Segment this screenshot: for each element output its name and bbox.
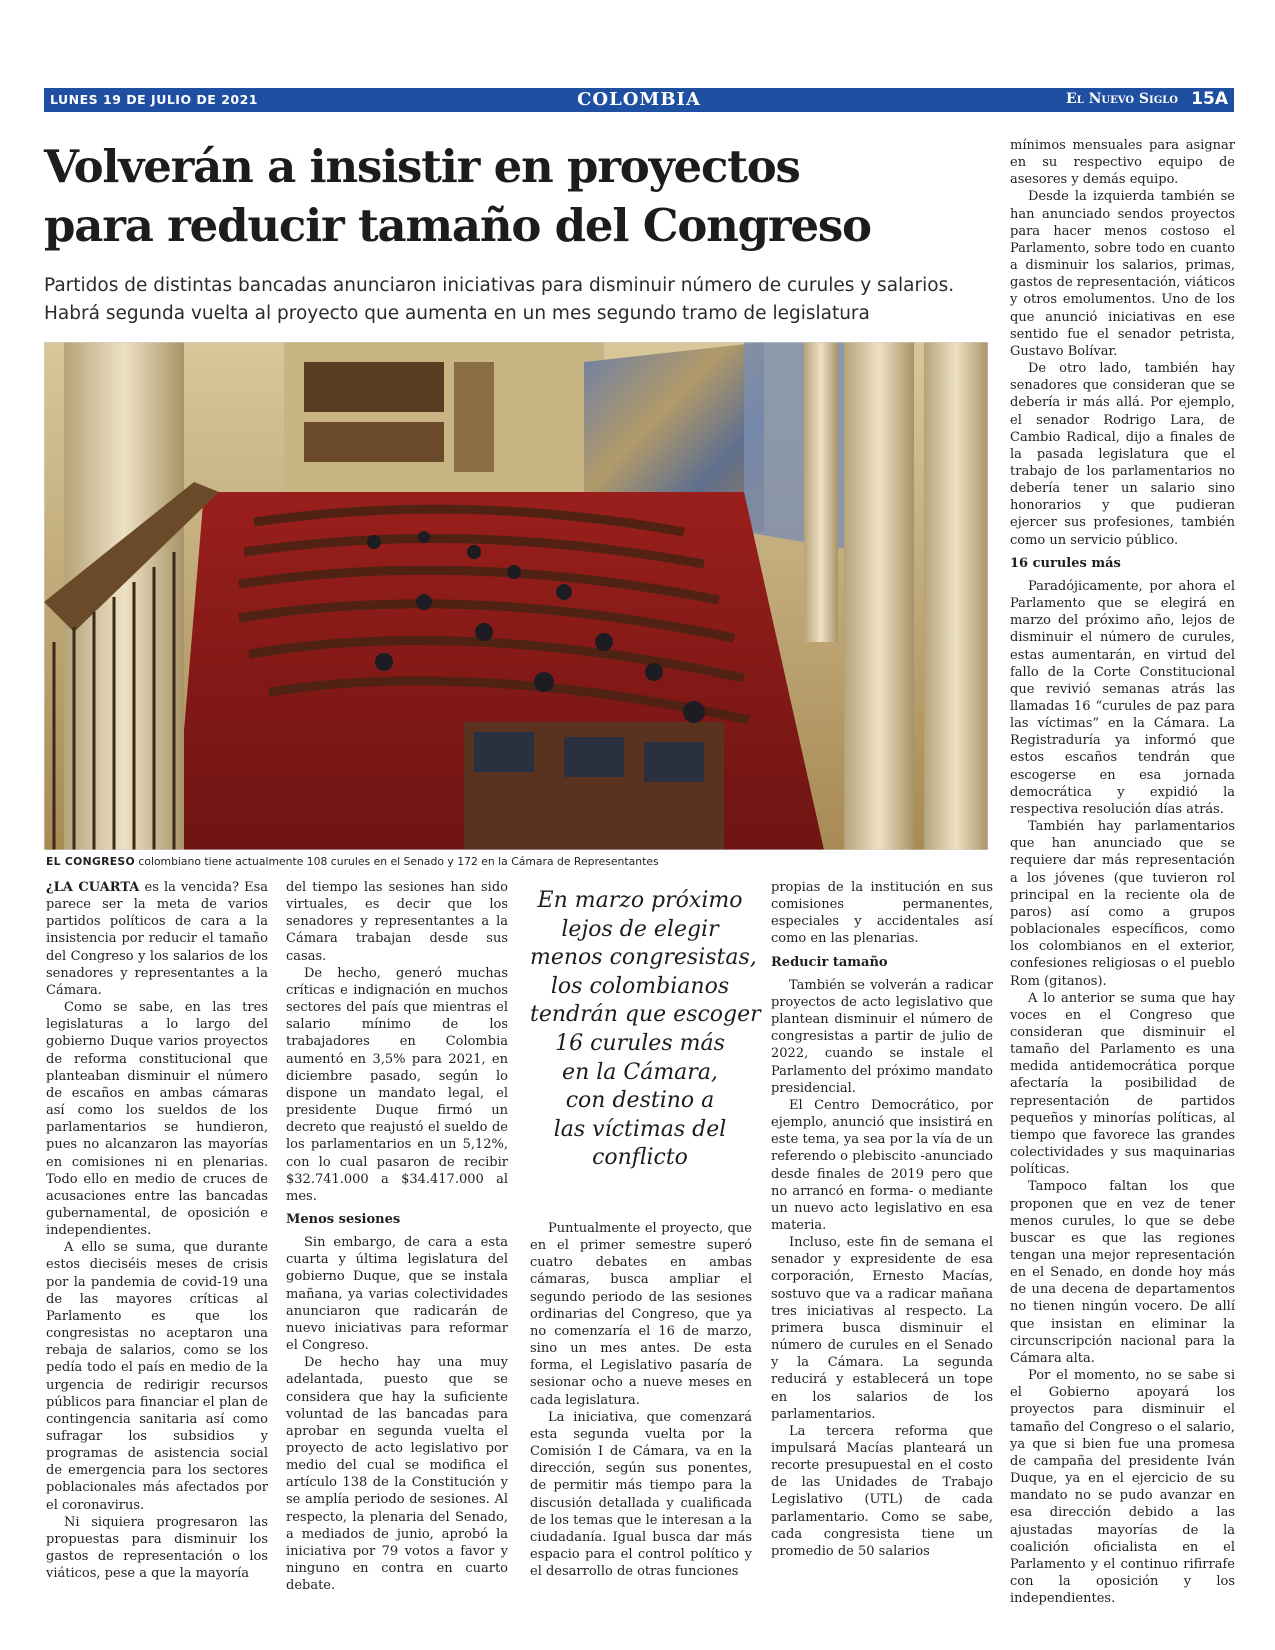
subheading: 16 curules más bbox=[1010, 555, 1121, 571]
page-header-bar bbox=[44, 88, 1234, 112]
article-kicker: ¿LA CUARTA bbox=[46, 880, 140, 895]
paragraph: El Centro Democrático, por ejemplo, anunció que insistirá en este tema, ya sea por la vía de un referendo o plebiscito -anunciado desde finales de 2019 pero que no arrancó en forma- o mediante un nuevo acto legislativo en esa materia. bbox=[771, 1097, 993, 1233]
subheading: Reducir tamaño bbox=[771, 954, 888, 970]
paragraph: De hecho hay una muy adelantada, puesto que se considera que hay la suficiente voluntad de las bancadas para aprobar en segunda vuelta el proyecto de acto legislativo por medio del cual se modifica el artículo 138 de la Constitución y se amplía periodo de sesiones. Al respecto, la plenaria del Senado, a mediados de junio, aprobó la iniciativa por 79 votos a favor y ninguno en contra en cuarto debate. bbox=[286, 1355, 508, 1594]
paragraph: También hay parlamentarios que han anunciado que se requiere dar más representación a los jóvenes (que tuvieron rol principal en la reciente ola de paros) así como a grupos poblacionales específicos, como los colombianos en el exterior, confesiones religiosas o el pueblo Rom (gitanos). bbox=[1010, 819, 1235, 989]
pull-quote-line: menos congresistas, bbox=[530, 945, 757, 971]
headline-line: para reducir tamaño del Congreso bbox=[44, 199, 871, 252]
article-column-4 bbox=[771, 879, 993, 1560]
page-number: 15A bbox=[1191, 89, 1228, 109]
pull-quote-line: con destino a bbox=[565, 1088, 715, 1114]
paragraph: Sin embargo, de cara a esta cuarta y última legislatura del gobierno Duque, que se instala mañana, ya varias colectividades anunciaron que radicarán de nuevo iniciativas para reformar el Congreso. bbox=[286, 1235, 508, 1354]
pull-quote-line: 16 curules más bbox=[555, 1030, 725, 1056]
paragraph: De hecho, generó muchas críticas e indignación en muchos sectores del país que mientras el salario mínimo de los trabajadores en Colombia aumentó en 3,5% para 2021, en diciembre pasado, según lo dispone un mandato legal, el presidente Duque firmó un decreto que reajustó el sueldo de los parlamentarios en un 5,12%, con lo cual pasaron de recibir $32.741.000 a $34.417.000 al mes. bbox=[286, 965, 508, 1204]
pull-quote-line: lejos de elegir bbox=[561, 916, 719, 942]
paragraph: del tiempo las sesiones han sido virtuales, es decir que los senadores y representantes a la Cámara trabajan desde sus casas. bbox=[286, 880, 508, 964]
paragraph: Incluso, este fin de semana el senador y expresidente de esa corporación, Ernesto Macías, sostuvo que va a radicar mañana tres iniciativas al respecto. La primera busca disminuir el número de curules en el Senado y la Cámara. La segunda reducirá y establecerá un tope en los salarios de los parlamentarios. bbox=[771, 1235, 993, 1422]
paragraph: De otro lado, también hay senadores que consideran que se debería ir más allá. Por ejemplo, el senador Rodrigo Lara, de Cambio Radical, dijo a finales de la pasada legislatura que el trabajo de los parlamentarios no debería tener un salario sino honorarios y que pudieran ejercer sus profesiones, también como un servicio público. bbox=[1010, 361, 1235, 548]
paragraph: Ni siquiera progresaron las propuestas para disminuir los gastos de representación o los viáticos, pese a que la mayoría bbox=[46, 1514, 268, 1582]
issue-date: LUNES 19 DE JULIO DE 2021 bbox=[50, 92, 258, 107]
paragraph: Puntualmente el proyecto, que en el primer semestre superó cuatro debates en ambas cámaras, busca ampliar el segundo periodo de las sesiones ordinarias del Congreso, que ya no comenzaría el 16 de marzo, sino un mes antes. De esta forma, el Legislativo pasaría de sesionar ocho a nueve meses en cada legislatura. bbox=[530, 1221, 752, 1408]
paragraph-text: es la vencida? Esa parece ser la meta de varios partidos políticos de cara a la insistencia por reducir el tamaño del Congreso y los salarios de los senadores y representantes a la Cámara. bbox=[46, 880, 268, 998]
article-column-2 bbox=[286, 879, 508, 1594]
pull-quote-line: conflicto bbox=[592, 1145, 688, 1171]
subhead-line: Habrá segunda vuelta al proyecto que aumenta en un mes segundo tramo de legislatura bbox=[44, 303, 870, 324]
paragraph: Tampoco faltan los que proponen que en vez de tener menos curules, lo que se debe buscar es que las regiones tengan una mejor representación en el Senado, en donde hoy más de una decena de departamentos no tienen ningún vocero. De allí que insistan en eliminar la circunscripción nacional para la Cámara alta. bbox=[1010, 1179, 1235, 1366]
paragraph: mínimos mensuales para asignar en su respectivo equipo de asesores y demás equipo. bbox=[1010, 138, 1235, 188]
paragraph: Paradójicamente, por ahora el Parlamento que se elegirá en marzo del próximo año, lejos de disminuir el número de curules, estas aumentarán, en virtud del fallo de la Corte Constitucional que revivió semanas atrás las llamadas 16 “curules de paz para las víctimas” en la Cámara. La Registraduría ya informó que estos escaños tendrán que escogerse en esa jornada democrática y expidió la respectiva resolución días atrás. bbox=[1010, 578, 1235, 817]
paragraph: La iniciativa, que comenzará esta segunda vuelta por la Comisión I de Cámara, va en la dirección, según sus ponentes, de permitir más tiempo para la discusión detallada y cualificada de los temas que le interesan a la ciudadanía. Igual busca dar más espacio para el control político y el desarrollo de otras funciones bbox=[530, 1409, 752, 1580]
pull-quote-line: los colombianos bbox=[550, 973, 730, 999]
article-column-3 bbox=[530, 1220, 752, 1580]
paragraph: Desde la izquierda también se han anunciado sendos proyectos para hacer menos costoso el Parlamento, sobre todo en cuanto a disminuir los salarios, primas, gastos de representación, viáticos y otros emolumentos. Uno de los que anunció iniciativas en ese sentido fue el senador petrista, Gustavo Bolívar. bbox=[1010, 189, 1235, 359]
pull-quote-line: En marzo próximo bbox=[537, 888, 743, 913]
photo-caption bbox=[46, 855, 990, 868]
section-name: COLOMBIA bbox=[577, 89, 701, 110]
paragraph: propias de la institución en sus comisiones permanentes, especiales y accidentales así como en las plenarias. bbox=[771, 880, 993, 947]
article-subhead bbox=[44, 272, 994, 328]
pull-quote-line: tendrán que escoger bbox=[530, 1002, 761, 1028]
paragraph: Como se sabe, en las tres legislaturas a lo largo del gobierno Duque varios proyectos de reforma constitucional que planteaban disminuir el número de escaños en ambas cámaras así como los sueldos de los parlamentarios se hundieron, pues no alcanzaron las mayorías en comisiones ni en plenarias. Todo ello en medio de cruces de acusaciones entre las bancadas gubernamental, de oposición e independientes. bbox=[46, 1000, 268, 1239]
subheading: Menos sesiones bbox=[286, 1211, 401, 1227]
paragraph: A ello se suma, que durante estos dieciséis meses de crisis por la pandemia de covid-19 una de las mayores críticas al Parlamento es que los congresistas no aceptaron una rebaja de salarios, como se los pedía todo el país en medio de la urgencia de redirigir recursos públicos para financiar el plan de contingencia sanitaria así como sufragar los subsidios y programas de asistencia social de emergencia para los sectores poblacionales más afectados por el coronavirus. bbox=[46, 1240, 268, 1513]
article-headline bbox=[44, 137, 994, 255]
article-column-1 bbox=[46, 879, 268, 1582]
pull-quote bbox=[530, 887, 761, 1173]
pull-quote-line: las víctimas del bbox=[553, 1116, 727, 1142]
pull-quote-line: en la Cámara, bbox=[562, 1059, 718, 1085]
paragraph: Por el momento, no se sabe si el Gobierno apoyará los proyectos para disminuir el tamaño del Congreso o el salario, ya que si bien fue una promesa de campaña del presidente Iván Duque, ya en el ejercicio de su mandato no se pudo avanzar en esa dirección debido a las ajustadas mayorías de la coalición oficialista en el Parlamento y el continuo rifirrafe con la oposición y los independientes. bbox=[1010, 1368, 1235, 1607]
article-column-5 bbox=[1010, 137, 1235, 1607]
caption-text: colombiano tiene actualmente 108 curules en el Senado y 172 en la Cámara de Representantes bbox=[134, 855, 659, 868]
paragraph: La tercera reforma que impulsará Macías planteará un recorte presupuestal en el costo de las Unidades de Trabajo Legislativo (UTL) de cada parlamentario. Como se sabe, cada congresista tiene un promedio de 50 salarios bbox=[771, 1423, 993, 1559]
subhead-line: Partidos de distintas bancadas anunciaron iniciativas para disminuir número de curules y salarios. bbox=[44, 275, 955, 296]
newspaper-masthead: El Nuevo Siglo bbox=[1066, 91, 1178, 107]
caption-lead: EL CONGRESO bbox=[46, 855, 135, 868]
paragraph: A lo anterior se suma que hay voces en el Congreso que consideran que disminuir el tamaño del Parlamento es una medida antidemocrática porque afectaría la posibilidad de representación de partidos pequeños y minorías políticas, al tiempo que favorece las grandes colectividades y sus maquinarias políticas. bbox=[1010, 990, 1235, 1178]
headline-line: Volverán a insistir en proyectos bbox=[44, 140, 800, 193]
congress-chamber-photo bbox=[44, 342, 988, 850]
paragraph: También se volverán a radicar proyectos de acto legislativo que plantean disminuir el número de congresistas a partir de julio de 2022, cuando se instale el Parlamento del próximo mandato presidencial. bbox=[771, 977, 993, 1096]
paragraph bbox=[46, 879, 268, 999]
